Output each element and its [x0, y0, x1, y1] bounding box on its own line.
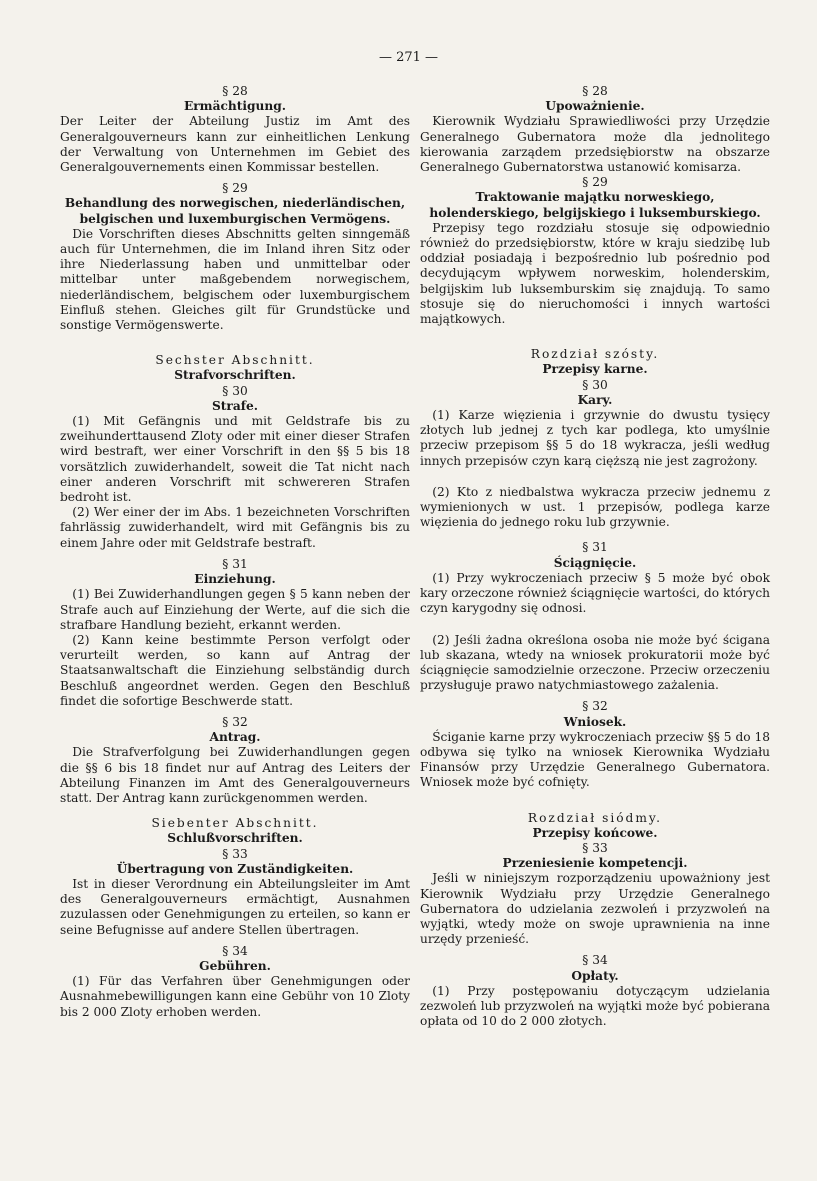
- chapter-heading: Sechster Abschnitt.: [155, 353, 315, 368]
- section-number: § 32: [222, 714, 248, 729]
- section-number: § 32: [582, 699, 608, 714]
- paragraph: (1) Mit Gefängnis und mit Geldstrafe bis zu zweihunderttausend Zloty oder mit einer dieser Strafen wird bestraft, wer einer Vorschrift in den §§ 5 bis 18 vorsätzlich zuwiderhandelt, soweit die Tat nicht nach einer anderen Vorschrift mit schwereren Strafen bedroht ist.: [60, 414, 410, 505]
- section-title: Opłaty.: [571, 968, 619, 983]
- section-number: § 34: [222, 943, 248, 958]
- section-title: Ermächtigung.: [183, 99, 287, 114]
- chapter-title: Strafvorschriften.: [174, 368, 296, 383]
- paragraph: (2) Jeśli żadna określona osoba nie może być ścigana lub skazana, wtedy na wniosek prokuratorii może być ściągnięcie samodzielnie orzeczone. Przeciw orzeczeniu przysługuje prawo natychmiastowego zażalenia.: [420, 632, 770, 693]
- polish-column: [420, 84, 770, 1029]
- section-title: Gebühren.: [199, 958, 271, 973]
- section-title: Kary.: [577, 392, 613, 407]
- section-number: § 31: [222, 556, 248, 571]
- chapter-heading: Rozdział siódmy.: [527, 810, 663, 825]
- paragraph: (1) Przy postępowaniu dotyczącym udzielania zezwoleń lub przyzwoleń na wyjątki może być pobierana opłata od 10 do 2 000 złotych.: [420, 983, 770, 1029]
- paragraph: Ist in dieser Verordnung ein Abteilungsleiter im Amt des Generalgouverneurs ermächtigt, Ausnahmen zuzulassen oder Genehmigungen zu erteilen, so kann er seine Befugnisse auf andere Stellen übertragen.: [60, 876, 410, 937]
- section-number: § 28: [222, 84, 248, 98]
- section-title: Ściągnięcie.: [553, 555, 637, 570]
- german-column: [60, 84, 410, 1020]
- paragraph: (1) Für das Verfahren über Genehmigungen oder Ausnahmebewilligungen kann eine Gebühr von 10 Zloty bis 2 000 Zloty erhoben werden.: [60, 974, 410, 1019]
- paragraph: Kierownik Wydziału Sprawiedliwości przy Urzędzie Generalnego Gubernatora może dla jednolitego kierowania zarządem przedsiębiorstw na obszarze Generalnego Gubernatorstwa ustanowić komisarza.: [420, 114, 770, 175]
- section-title: Traktowanie majątku norweskiego, holenderskiego, belgijskiego i luksemburskiego.: [429, 190, 761, 220]
- section-title: Wniosek.: [563, 714, 627, 729]
- chapter-heading: Rozdział szósty.: [530, 347, 660, 362]
- chapter-heading: Siebenter Abschnitt.: [151, 816, 319, 831]
- section-title: Antrag.: [209, 730, 261, 745]
- section-number: § 28: [582, 84, 608, 98]
- paragraph: (2) Kto z niedbalstwa wykracza przeciw jednemu z wymienionych w ust. 1 przepisów, podlega karze więzienia do jednego roku lub grzywnie.: [420, 484, 770, 530]
- chapter-title: Przepisy końcowe.: [532, 825, 658, 840]
- section-number: § 29: [222, 181, 248, 196]
- paragraph: Przepisy tego rozdziału stosuje się odpowiednio również do przedsiębiorstw, które w kraju siedzibę lub oddział posiadają i bezpośrednio lub pośrednio pod decydującym wpływem norweskim, holenderskim, belgijskim lub luksemburskim się znajdują. To samo stosuje się do nieruchomości i innych wartości majątkowych.: [420, 220, 770, 327]
- section-number: § 29: [582, 175, 608, 190]
- section-number: § 30: [582, 377, 608, 392]
- section-title: Einziehung.: [194, 572, 276, 587]
- page-number: — 271 —: [378, 50, 439, 65]
- section-title: Behandlung des norwegischen, niederländischen, belgischen und luxemburgischen Vermögens.: [64, 196, 406, 226]
- paragraph: Ściganie karne przy wykroczeniach przeciw §§ 5 do 18 odbywa się tylko na wniosek Kierownika Wydziału Finansów przy Urzędzie Generalnego Gubernatora. Wniosek może być cofnięty.: [420, 729, 770, 790]
- paragraph: Die Strafverfolgung bei Zuwiderhandlungen gegen die §§ 6 bis 18 findet nur auf Antrag des Leiters der Abteilung Finanzen im Amt des Generalgouverneurs statt. Der Antrag kann zurückgenommen werden.: [60, 745, 410, 805]
- section-title: Strafe.: [212, 398, 258, 413]
- section-title: Übertragung von Zuständigkeiten.: [116, 861, 354, 876]
- paragraph: Der Leiter der Abteilung Justiz im Amt des Generalgouverneurs kann zur einheitlichen Lenkung der Verwaltung von Unternehmen im Gebiet des Generalgouvernements einen Kommissar bestellen.: [60, 114, 410, 175]
- paragraph: Jeśli w niniejszym rozporządzeniu upoważniony jest Kierownik Wydziału przy Urzędzie Generalnego Gubernatora do udzielania zezwoleń i przyzwoleń na wyjątki, wtedy może on swoje uprawnienia na inne urzędy przenieść.: [420, 871, 770, 947]
- paragraph: (1) Karze więzienia i grzywnie do dwustu tysięcy złotych lub jednej z tych kar podlega, kto umyślnie przeciw przepisom §§ 5 do 18 wykracza, jeśli według innych przepisów czyn karą cięższą nie jest zagrożony.: [420, 408, 770, 468]
- chapter-title: Przepisy karne.: [542, 362, 648, 377]
- section-number: § 30: [222, 383, 248, 398]
- paragraph: (2) Kann keine bestimmte Person verfolgt oder verurteilt werden, so kann auf Antrag der Staatsanwaltschaft die Einziehung selbständig durch Beschluß angeordnet werden. Gegen den Beschluß findet die sofortige Beschwerde statt.: [60, 632, 410, 708]
- paragraph: (1) Bei Zuwiderhandlungen gegen § 5 kann neben der Strafe auch auf Einziehung der Werte, auf die sich die strafbare Handlung bezieht, erkannt werden.: [60, 587, 410, 632]
- chapter-title: Schlußvorschriften.: [167, 831, 303, 846]
- paragraph: (2) Wer einer der im Abs. 1 bezeichneten Vorschriften fahrlässig zuwiderhandelt, wird mit Gefängnis bis zu einem Jahre oder mit Geldstrafe bestraft.: [60, 505, 410, 550]
- section-title: Przeniesienie kompetencji.: [502, 856, 688, 871]
- section-number: § 33: [582, 840, 608, 855]
- section-title: Upoważnienie.: [545, 99, 645, 114]
- section-number: § 34: [582, 953, 608, 968]
- paragraph: Die Vorschriften dieses Abschnitts gelten sinngemäß auch für Unternehmen, die im Inland ihren Sitz oder ihre Niederlassung haben und unmittelbar oder mittelbar unter maßgebendem norwegischem, niederländischem, belgischem oder luxemburgischem Einfluß stehen. Gleiches gilt für Grundstücke und sonstige Vermögenswerte.: [60, 226, 410, 333]
- section-number: § 31: [582, 540, 608, 555]
- paragraph: (1) Przy wykroczeniach przeciw § 5 może być obok kary orzeczone również ściągnięcie wartości, do których czyn karygodny się odnosi.: [420, 570, 770, 616]
- section-number: § 33: [222, 846, 248, 861]
